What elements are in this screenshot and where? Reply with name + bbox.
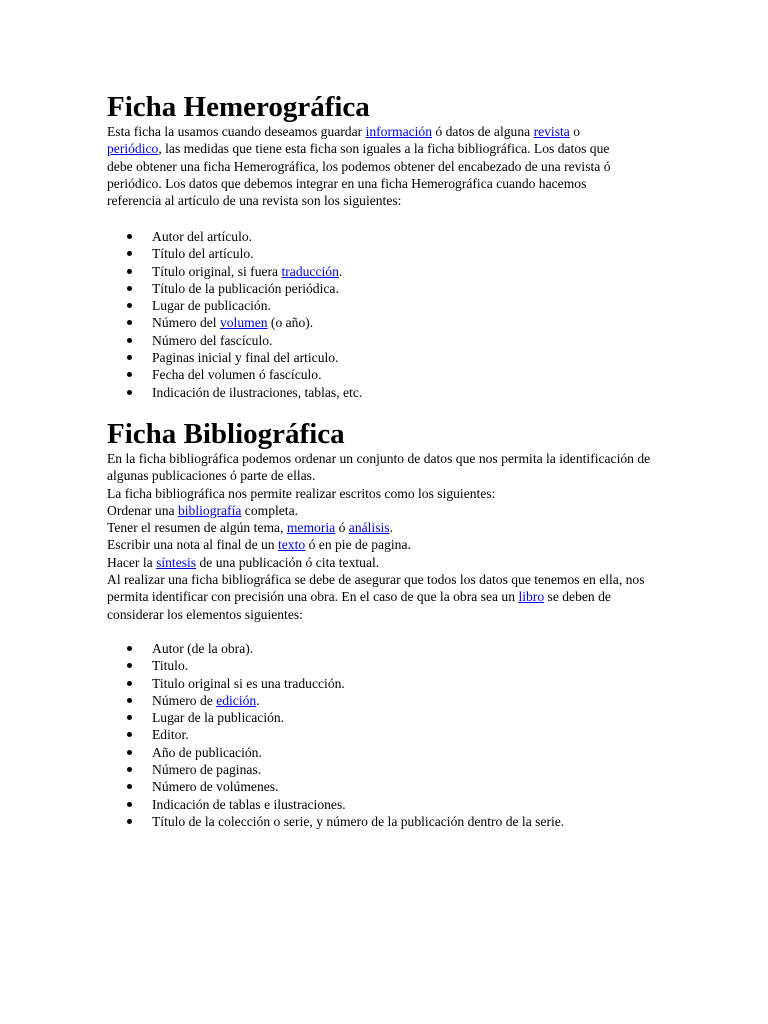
link-memoria[interactable]: memoria (286, 520, 336, 536)
text-run: Número del (152, 315, 220, 331)
text-run: Número del fascículo. (152, 332, 273, 348)
text-run: Lugar de publicación. (152, 298, 271, 314)
link-analisis[interactable]: análisis (348, 520, 390, 536)
link-libro[interactable]: libro (518, 589, 545, 605)
text-run: o (569, 124, 581, 139)
list-item (107, 297, 667, 314)
list-item (107, 314, 667, 331)
bullet-icon (127, 303, 132, 308)
bullet-icon (127, 390, 132, 395)
bullet-icon (127, 251, 132, 256)
bullet-icon (127, 338, 132, 343)
bullet-icon (127, 784, 132, 789)
bullet-icon (127, 681, 132, 686)
text-run: Escribir una nota al final de un (107, 537, 278, 553)
bullet-icon (127, 698, 132, 703)
link-edicion[interactable]: edición (216, 692, 257, 708)
link-bibliografia[interactable]: bibliografía (177, 502, 242, 518)
text-run: Indicación de tablas e ilustraciones. (152, 796, 346, 812)
text-run: Número de volúmenes. (152, 779, 279, 795)
list-item (107, 657, 667, 674)
text-run: ó (335, 520, 349, 536)
text-run: Lugar de la publicación. (152, 710, 285, 726)
list-item (107, 384, 667, 401)
bullet-icon (127, 715, 132, 720)
text-run: de una publicación ó cita textual. (196, 554, 380, 570)
text-run: Editor. (152, 727, 189, 743)
list-item (107, 245, 667, 262)
section-body-hemerografica (107, 123, 637, 209)
link-texto[interactable]: texto (278, 537, 306, 553)
text-run: Título de la colección o serie, y número de la publicación dentro de la serie. (152, 813, 565, 829)
bullet-icon (127, 269, 132, 274)
list-item (107, 778, 667, 795)
list-item (107, 796, 667, 813)
list-item (107, 744, 667, 761)
list-item (107, 263, 667, 280)
link-traduccion[interactable]: traducción (281, 263, 339, 279)
text-run: Tener el resumen de algún tema, (107, 520, 287, 536)
text-run: La ficha bibliográfica nos permite realizar escritos como los siguientes: (107, 485, 496, 501)
bullet-icon (127, 802, 132, 807)
section-title-bibliografica: Ficha Bibliográfica (107, 418, 345, 450)
bullet-icon (127, 819, 132, 824)
text-run: Paginas inicial y final del articulo. (152, 350, 339, 366)
text-run: En la ficha bibliográfica podemos ordenar un conjunto de datos que nos permita la identificación de algunas publicaciones ó parte de ellas. (107, 451, 651, 484)
bullet-icon (127, 320, 132, 325)
bullet-icon (127, 750, 132, 755)
bullet-icon (127, 767, 132, 772)
text-run: (o año). (267, 315, 314, 331)
bullet-icon (127, 355, 132, 360)
text-run: ó en pie de pagina. (305, 537, 411, 553)
list-item (107, 366, 667, 383)
bullet-icon (127, 646, 132, 651)
list-item (107, 761, 667, 778)
text-run: . (338, 263, 343, 279)
bullet-list-hemerografica (107, 228, 667, 401)
section-title-hemerografica: Ficha Hemerográfica (107, 91, 370, 123)
text-run: Número de (152, 692, 217, 708)
list-item (107, 726, 667, 743)
text-run: Hacer la (107, 554, 157, 570)
link-periodico[interactable]: periódico (107, 141, 159, 157)
text-run: Titulo original si es una traducción. (152, 675, 345, 691)
text-run: Título original, si fuera (152, 263, 282, 279)
bullet-icon (127, 372, 132, 377)
bullet-list-bibliografica (107, 640, 667, 830)
list-item (107, 640, 667, 657)
list-item (107, 692, 667, 709)
bullet-icon (127, 234, 132, 239)
list-item (107, 709, 667, 726)
section-body-bibliografica (107, 450, 667, 623)
text-run: Titulo. (152, 658, 189, 674)
link-sintesis[interactable]: síntesis (156, 554, 197, 570)
link-revista[interactable]: revista (533, 124, 570, 139)
link-volumen[interactable]: volumen (219, 315, 268, 331)
text-run: Fecha del volumen ó fascículo. (152, 367, 322, 383)
text-run: Autor del artículo. (152, 229, 253, 244)
link-informacion[interactable]: información (365, 124, 433, 139)
text-run: Al realizar una ficha bibliográfica se debe de asegurar que todos los datos que tenemos en ella, nos permita identificar con precisión una obra. En el caso de que la obra sea un (107, 572, 645, 605)
text-run: Indicación de ilustraciones, tablas, etc. (152, 384, 363, 400)
list-item (107, 349, 667, 366)
text-run: Título del artículo. (152, 246, 254, 262)
list-item (107, 280, 667, 297)
text-run: Número de paginas. (152, 762, 262, 778)
text-run: completa. (241, 502, 299, 518)
bullet-icon (127, 286, 132, 291)
text-run: Autor (de la obra). (152, 641, 254, 656)
list-item (107, 813, 667, 830)
bullet-icon (127, 663, 132, 668)
text-run: ó datos de alguna (432, 124, 534, 139)
list-item (107, 228, 667, 245)
text-run: Ordenar una (107, 502, 178, 518)
text-run: , las medidas que tiene esta ficha son iguales a la ficha bibliográfica. Los datos que debe obtener una ficha Hemerográfica, los podemos obtener del encabezado de una revista ó periódico. Los datos que debemos integrar en una ficha Hemerográfica cuando hacemos referencia al artículo de una revista son los siguientes: (107, 141, 611, 209)
text-run: . (256, 692, 260, 708)
text-run: . (389, 520, 393, 536)
text-run: Título de la publicación periódica. (152, 280, 339, 296)
text-run: Esta ficha la usamos cuando deseamos guardar (107, 124, 366, 139)
text-run: se deben de considerar los elementos siguientes: (107, 589, 611, 622)
text-run: Año de publicación. (152, 744, 262, 760)
list-item (107, 332, 667, 349)
list-item (107, 675, 667, 692)
bullet-icon (127, 732, 132, 737)
